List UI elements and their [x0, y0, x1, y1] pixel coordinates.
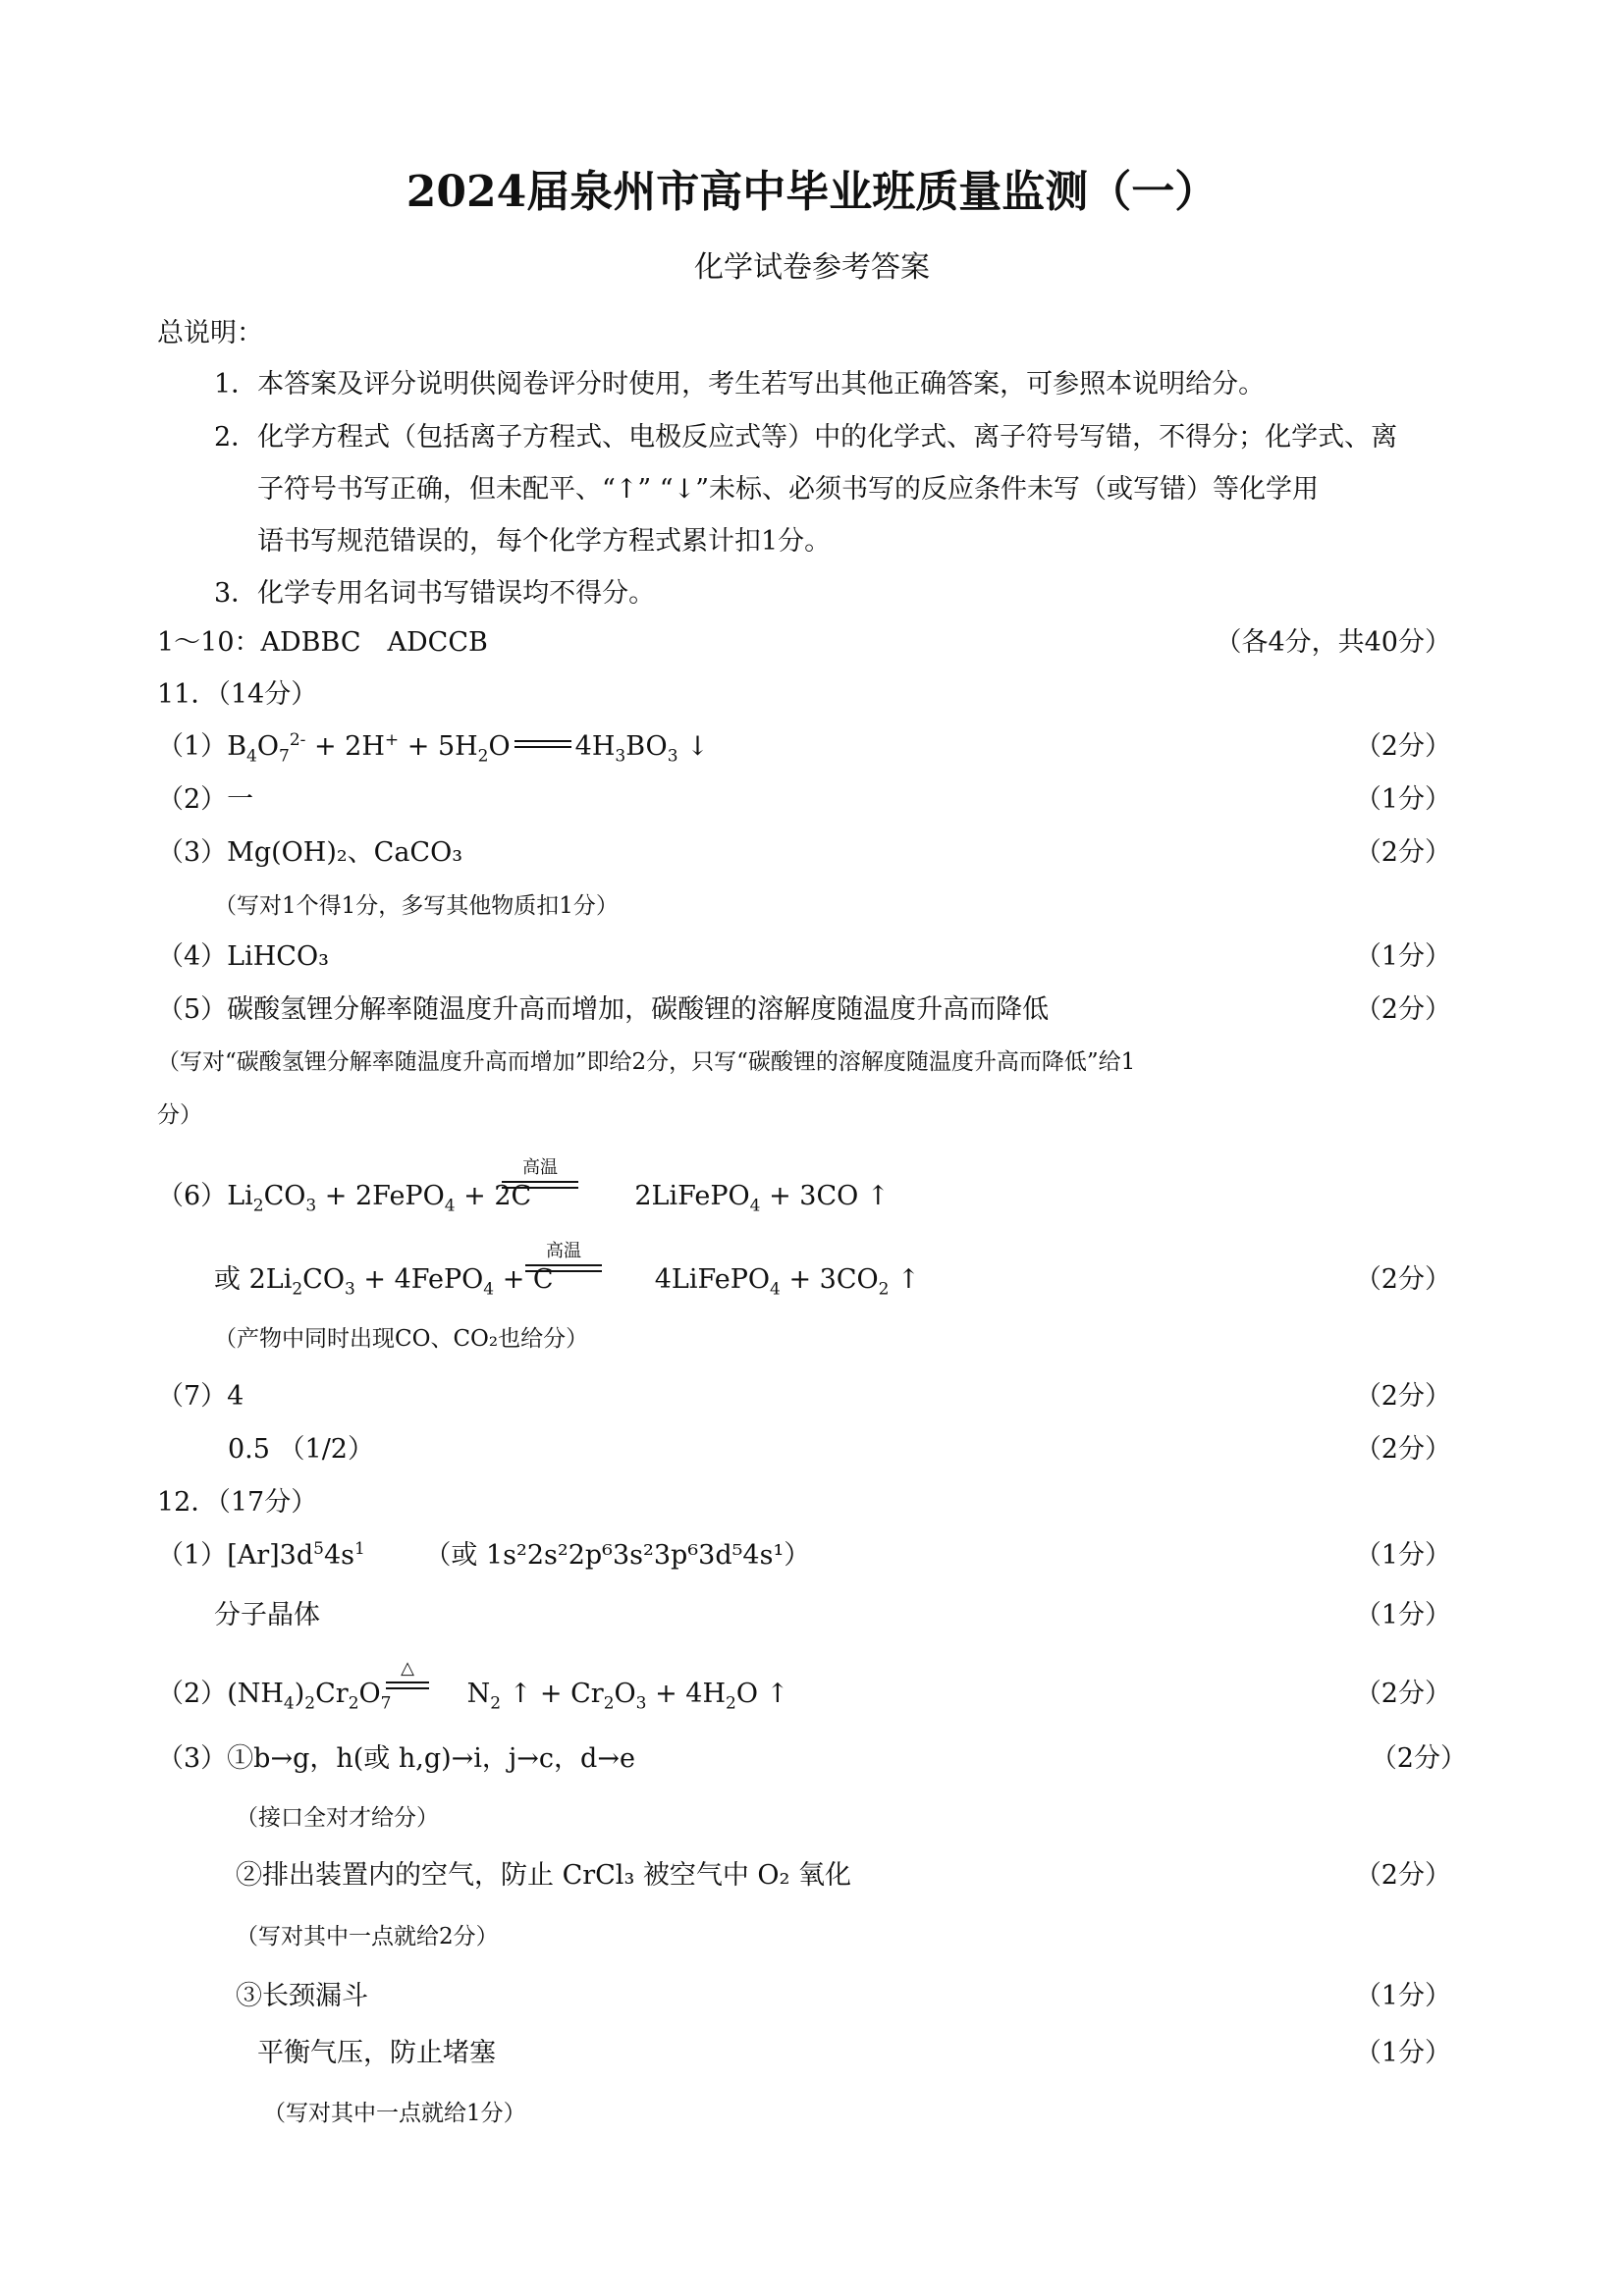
equals-bar — [386, 1687, 429, 1689]
q11-p7-second: 0.5 （1/2） — [228, 1434, 374, 1465]
general-rule-2-cont2: 语书写规范错误的，每个化学方程式累计扣1分。 — [257, 526, 832, 557]
q11-p1-equation: $B_4O_7^{2-} + 2H^+ + 5H_2O$ $4H_3BO_3$ ↓ — [227, 730, 709, 767]
q11-p6-eq2: 或 $2Li_2CO_3$ + 4FePO$_4$ + C 4LiFePO$_4$ + $3CO_2$ ↑ — [214, 1264, 920, 1300]
q12-p1-points: （1分） — [1354, 1540, 1451, 1571]
q11-p6-num: （6） — [157, 1181, 228, 1211]
q11-p4-points: （1分） — [1354, 941, 1451, 972]
page-subtitle: 化学试卷参考答案 — [694, 250, 930, 285]
q12-p3-note2: （写对其中一点就给2分） — [236, 1924, 499, 1949]
q12-p2-num: （2） — [157, 1679, 228, 1709]
q12-header: 12．（17分） — [157, 1487, 318, 1518]
q11-p6-points: （2分） — [1354, 1264, 1451, 1295]
q12-p3-s2: ②排出装置内的空气，防止 CrCl₃ 被空气中 O₂ 氧化 — [236, 1860, 851, 1891]
q11-p5: （5）碳酸氢锂分解率随温度升高而增加，碳酸锂的溶解度随温度升高而降低 — [157, 994, 1050, 1025]
q11-p7-points: （2分） — [1354, 1381, 1451, 1412]
q11-p1-num: （1） — [157, 731, 228, 762]
q12-p3-s2-points: （2分） — [1354, 1860, 1451, 1891]
q12-p3-s1-points: （2分） — [1370, 1743, 1467, 1774]
q11-p5-note-cont: 分） — [157, 1102, 202, 1128]
general-heading: 总说明： — [157, 318, 263, 348]
equals-bar — [502, 1187, 578, 1189]
q11-p1-points: （2分） — [1354, 731, 1451, 762]
q12-p3-note4: （写对其中一点就给1分） — [263, 2101, 526, 2126]
page-title: 2024届泉州市高中毕业班质量监测（一） — [406, 167, 1218, 217]
high-temp-label: 高温 — [546, 1241, 581, 1261]
q12-p1-second-points: （1分） — [1354, 1600, 1451, 1630]
q11-p3-points: （2分） — [1354, 837, 1451, 868]
general-rule-2-cont: 子符号书写正确，但未配平、“↑” “↓”未标、必须书写的反应条件未写（或写错）等化学用 — [257, 474, 1320, 505]
q12-p1: $(1)[Ar]3d^54s^1$ （或 1s²2s²2p⁶3s²3p⁶3d⁵4s¹） — [157, 1539, 811, 1571]
q12-p3-s3: ③长颈漏斗 — [236, 1981, 368, 2011]
equals-bar — [525, 1270, 602, 1272]
general-rule-3: 3．化学专用名词书写错误均不得分。 — [214, 578, 656, 609]
q12-p1-num: （1） — [157, 1540, 228, 1571]
q12-p3-s3-points: （1分） — [1354, 1981, 1451, 2011]
high-temp-label: 高温 — [522, 1157, 558, 1178]
q11-p2: （2）一 — [157, 784, 254, 815]
q11-p4: （4）LiHCO₃ — [157, 941, 329, 972]
q12-p3-s4: 平衡气压，防止堵塞 — [257, 2038, 496, 2068]
q11-p6-condition-1 — [502, 1158, 578, 1189]
mc-answers: 1～10：ADBBC ADCCB — [157, 627, 488, 658]
q11-p6-eq1: $(6)Li_2CO_3$ + 2FePO$_4$ + 2C 2LiFePO$_4$ + 3CO ↑ — [157, 1181, 890, 1216]
q11-p5-note: （写对“碳酸氢锂分解率随温度升高而增加”即给2分，只写“碳酸锂的溶解度随温度升高而降低”给1 — [157, 1049, 1136, 1075]
equals-bar — [502, 1181, 578, 1183]
equals-bar — [525, 1264, 602, 1266]
q11-p2-points: （1分） — [1354, 784, 1451, 815]
heat-symbol: △ — [401, 1658, 414, 1679]
q11-p3-note: （写对1个得1分，多写其他物质扣1分） — [214, 893, 619, 919]
q11-p6-note: （产物中同时出现CO、CO₂也给分） — [214, 1326, 589, 1352]
q11-p7-second-points: （2分） — [1354, 1434, 1451, 1465]
q12-p1-alt: （或 1s²2s²2p⁶3s²3p⁶3d⁵4s¹） — [424, 1540, 811, 1571]
q12-p3-s1: （3）①b→g，h(或 h,g)→i，j→c，d→e — [157, 1743, 635, 1774]
q12-p2-condition — [386, 1659, 429, 1689]
equals-bar — [386, 1682, 429, 1683]
q11-p7: （7）4 — [157, 1381, 244, 1412]
q11-p1 — [157, 729, 709, 765]
q12-p1-second: 分子晶体 — [214, 1600, 320, 1630]
q12-p3-s4-points: （1分） — [1354, 2038, 1451, 2068]
mc-points: （各4分，共40分） — [1215, 627, 1451, 658]
q12-p2: $(2)(NH_4)_2Cr_2O_7$ $N_2$ ↑ + $Cr_2O_3 + 4H_2O$ ↑ — [157, 1679, 789, 1714]
q11-p6-condition-2 — [525, 1242, 602, 1272]
q11-p3: （3）Mg(OH)₂、CaCO₃ — [157, 837, 463, 868]
q12-p2-points: （2分） — [1354, 1679, 1451, 1709]
general-rule-2: 2．化学方程式（包括离子方程式、电极反应式等）中的化学式、离子符号写错，不得分；化学式、离 — [214, 422, 1398, 453]
general-rule-1: 1．本答案及评分说明供阅卷评分时使用，考生若写出其他正确答案，可参照本说明给分。 — [214, 369, 1266, 400]
q12-p3-note1: （接口全对才给分） — [236, 1805, 439, 1831]
q11-p5-points: （2分） — [1354, 994, 1451, 1025]
q11-p6-or: 或 — [214, 1264, 241, 1295]
q11-header: 11．（14分） — [157, 679, 318, 710]
